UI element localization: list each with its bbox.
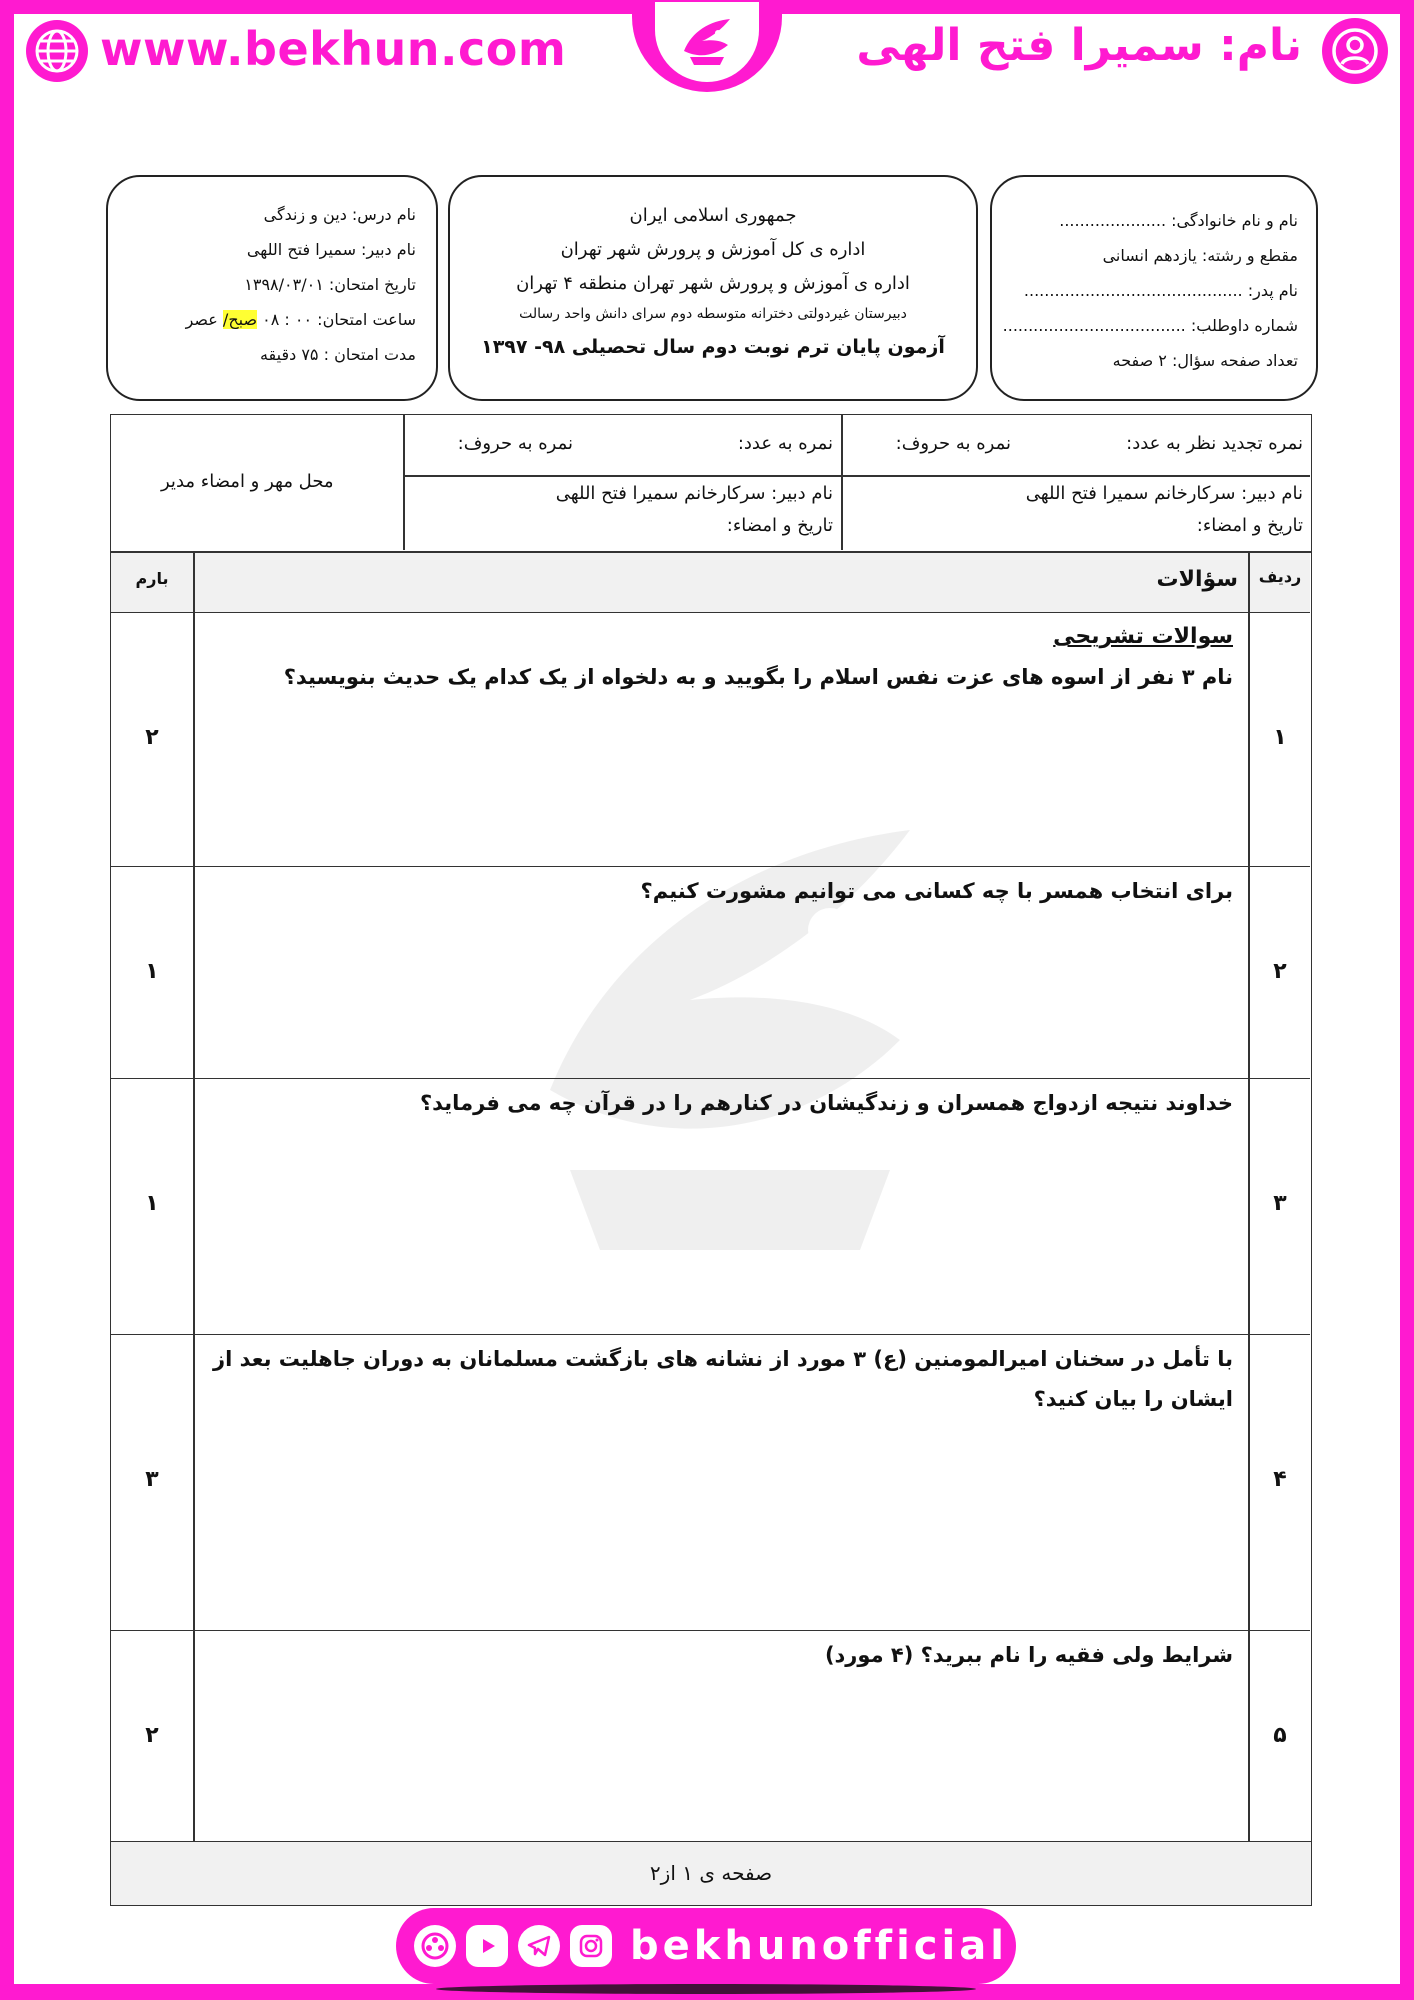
exam-time-suffix: عصر: [185, 310, 223, 329]
principal-seal-label: محل مهر و امضاء مدیر: [161, 471, 334, 492]
question-row: [111, 613, 1310, 867]
exam-title: آزمون پایان ترم نوبت دوم سال تحصیلی ۹۸- ۱۳۹۷: [481, 336, 945, 358]
exam-time-highlight: صبح/: [222, 310, 258, 329]
score-col-divider: [193, 553, 195, 1843]
question-score: ۳: [145, 1467, 159, 1492]
country-title: جمهوری اسلامی ایران: [629, 205, 797, 226]
question-number: ۱: [1273, 725, 1287, 750]
question-number: ۲: [1273, 959, 1287, 984]
general-office-title: اداره ی کل آموزش و پرورش شهر تهران: [560, 239, 866, 260]
social-bar-shadow: [436, 1984, 976, 1994]
frame-right: [1400, 0, 1414, 2000]
question-3-text: خداوند نتیجه ازدواج همسران و زندگیشان در کنارهم را در قرآن چه می فرماید؟: [419, 1091, 1233, 1115]
grade-row-divider: [403, 475, 1310, 477]
question-text: [209, 617, 1233, 697]
school-name: دبیرستان غیردولتی دخترانه متوسطه دوم سرای دانش واحد رسالت: [519, 306, 907, 322]
student-name-banner: نام: سمیرا فتح الهی: [856, 20, 1302, 71]
brand-logo-icon: [655, 2, 759, 82]
question-4-text: با تأمل در سخنان امیرالمومنین (ع) ۳ مورد از نشانه های بازگشت مسلمانان به دوران جاهلیت بعد از ایشان را بیان کنید؟: [212, 1347, 1233, 1411]
exam-time-prefix: ساعت امتحان: ۰۰ : ۰۸: [257, 310, 416, 329]
institution-box: [448, 175, 978, 401]
exam-date-field: تاریخ امتحان: ۱۳۹۸/۰۳/۰۱: [244, 275, 416, 294]
question-row: [111, 867, 1310, 1079]
date-sign-mid: تاریخ و امضاء:: [726, 515, 833, 536]
exam-time-field: [118, 302, 416, 337]
question-score: ۲: [145, 1723, 159, 1748]
teacher-name-mid: نام دبیر: سرکارخانم سمیرا فتح اللهی: [555, 483, 833, 504]
globe-icon: [26, 20, 88, 82]
questions-table: [110, 552, 1312, 1842]
question-row: [111, 1631, 1310, 1843]
score-letters: نمره به حروف:: [457, 433, 573, 454]
question-5-text: شرایط ولی فقیه را نام ببرید؟ (۴ مورد): [824, 1643, 1233, 1667]
question-1-text: نام ۳ نفر از اسوه های عزت نفس اسلام را بگویید و به دلخواه از یک کدام یک حدیث بنویسید؟: [283, 665, 1233, 689]
social-bar: [396, 1908, 1016, 1984]
website-link[interactable]: www.bekhun.com: [100, 22, 567, 76]
teacher-name-right: نام دبیر: سرکارخانم سمیرا فتح اللهی: [1025, 483, 1303, 504]
page-number-footer: صفحه ی ۱ از۲: [110, 1842, 1312, 1906]
review-score-digits: نمره تجدید نظر به عدد:: [1126, 433, 1303, 454]
telegram-icon[interactable]: [518, 1925, 560, 1967]
col-score-header: بارم: [135, 569, 169, 588]
social-handle[interactable]: bekhunofficial: [630, 1923, 1008, 1969]
row-col-divider: [1248, 553, 1250, 1843]
question-score: ۱: [145, 1191, 159, 1216]
grade-field: مقطع و رشته: یازدهم انسانی: [1102, 246, 1298, 265]
family-name-field: نام و نام خانوادگی: .....................: [1059, 211, 1298, 230]
duration-field: مدت امتحان : ۷۵ دقیقه: [259, 345, 416, 364]
question-number: ۳: [1273, 1191, 1287, 1216]
question-number: ۴: [1273, 1467, 1287, 1492]
subject-field: نام درس: دین و زندگی: [263, 205, 416, 224]
father-name-field: نام پدر: ...........................................: [1023, 281, 1298, 300]
frame-left: [0, 0, 14, 2000]
col-row-header: ردیف: [1258, 567, 1302, 586]
district-office-title: اداره ی آموزش و پرورش شهر تهران منطقه ۴ تهران: [516, 273, 910, 294]
review-score-letters: نمره به حروف:: [895, 433, 1011, 454]
question-2-text: برای انتخاب همسر با چه کسانی می توانیم مشورت کنیم؟: [640, 879, 1233, 903]
aparat-icon[interactable]: [414, 1925, 456, 1967]
date-sign-right: تاریخ و امضاء:: [1196, 515, 1303, 536]
page-count-field: تعداد صفحه سؤال: ۲ صفحه: [1112, 351, 1298, 370]
grade-divider-1: [841, 415, 843, 550]
question-score: ۲: [145, 725, 159, 750]
question-number: ۵: [1273, 1723, 1287, 1748]
section-title: سوالات تشریحی: [1053, 624, 1233, 649]
youtube-icon[interactable]: [466, 1925, 508, 1967]
grading-table: [110, 414, 1312, 552]
student-info-box: [990, 175, 1318, 401]
question-score: ۱: [145, 959, 159, 984]
questions-header: [111, 553, 1310, 613]
question-row: [111, 1079, 1310, 1335]
user-icon: [1322, 18, 1388, 84]
question-row: [111, 1335, 1310, 1631]
candidate-number-field: شماره داوطلب: ....................................: [1002, 316, 1298, 335]
instagram-icon[interactable]: [570, 1925, 612, 1967]
score-digits: نمره به عدد:: [737, 433, 833, 454]
exam-info-box: [106, 175, 438, 401]
teacher-field: نام دبیر: سمیرا فتح اللهی: [246, 240, 416, 259]
col-questions-header: سؤالات: [1156, 567, 1238, 592]
grade-divider-2: [403, 415, 405, 550]
